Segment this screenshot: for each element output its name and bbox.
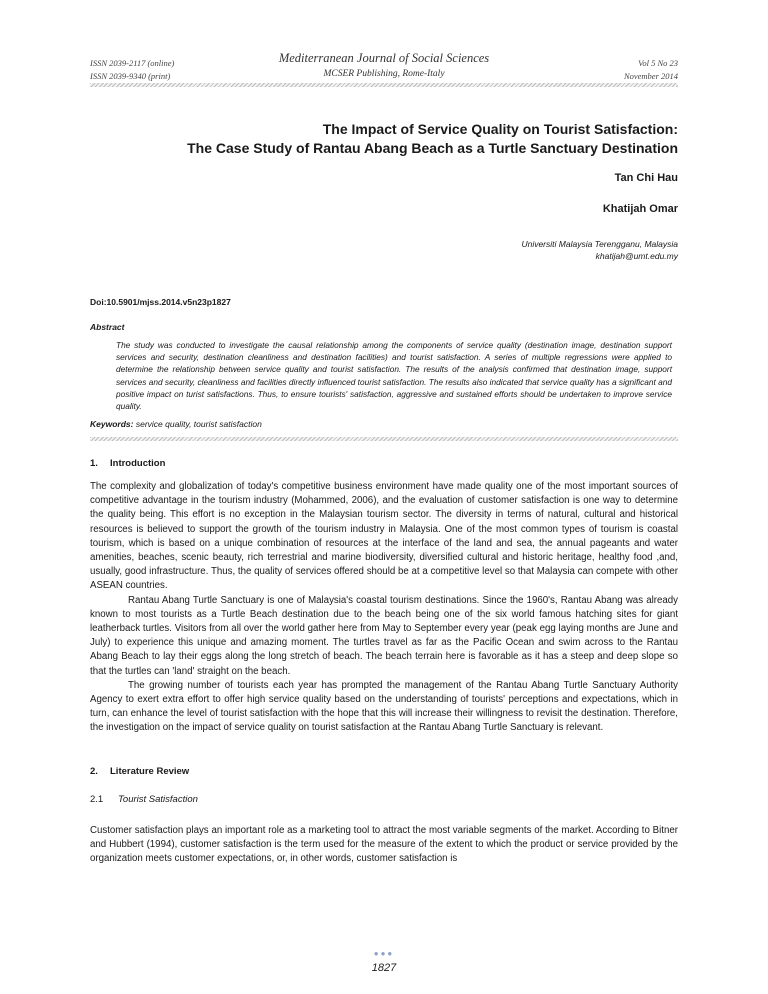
footer-dots: ●●●	[373, 949, 395, 958]
section-2-1-body	[90, 824, 678, 867]
email[interactable]: khatijah@umt.edu.my	[595, 251, 678, 261]
affiliation: Universiti Malaysia Terengganu, Malaysia	[521, 239, 678, 249]
volume: Vol 5 No 23	[638, 58, 678, 68]
publisher: MCSER Publishing, Rome-Italy	[323, 69, 445, 79]
paper-title	[187, 120, 678, 158]
paragraph: The growing number of tourists each year has prompted the management of the Rantau Abang Turtle Sanctuary Authority Agency to exert extra effort to offer high service quality based on the understanding of tourists' perceptions and expectations, which in turn, can enhance the level of tourist satisfaction with the hope that this will increase their willingness to revisit the destination. Therefore, the investigation on the impact of service quality on tourist satisfaction at the Rantau Abang Turtle Sanctuary is relevant.	[90, 679, 678, 734]
issue-date: November 2014	[623, 71, 678, 81]
section-2-number: 2.	[90, 766, 98, 777]
section-2-1-title: Tourist Satisfaction	[118, 794, 198, 805]
doi[interactable]: Doi:10.5901/mjss.2014.v5n23p1827	[90, 297, 231, 307]
section-2-heading	[90, 766, 189, 777]
paragraph: The complexity and globalization of today's competitive business environment have made quality one of the most important sources of competitive advantage in the tourism industry (Mohammed, 2006), and the evaluation of customer satisfaction is one way to determine the quality being. This effort is no exception in the Malaysian tourism sector. The diversity in terms of natural, cultural and historical resources is believed to support the growth of the tourism industry in Malaysia. One of the most common types of tourism is coastal tourism, which is based on a unique combination of resources at the interface of the land and sea, the annual pageants and water amenities, beaches, scenic beauty, rich terrestrial and marine biodiversity, diversified cultural and historic heritage, healthy food ,and, usually, good infrastructure. Thus, the quality of services offered should be at a competitive level so that Malaysia can compete with other ASEAN countries.	[90, 481, 678, 592]
section-1-number: 1.	[90, 458, 98, 469]
section-1-body	[90, 480, 678, 736]
title-line-1: The Impact of Service Quality on Tourist Satisfaction:	[322, 121, 678, 137]
abstract-heading: Abstract	[90, 322, 125, 332]
author-2: Khatijah Omar	[602, 203, 678, 215]
journal-name: Mediterranean Journal of Social Sciences	[278, 51, 490, 65]
paragraph: Rantau Abang Turtle Sanctuary is one of Malaysia's coastal tourism destinations. Since the 1960's, Rantau Abang was already known to most tourists as a Turtle Beach destination due to the beach being one of the six world famous hatching sites for giant leatherback turtles. Visitors from all over the world gather here from May to September every year (peak egg laying months are June and July) to experience this unique and amazing moment. The turtles travel as far as the Pacific Ocean and swim across to the Rantau Abang Beach to lay their eggs along the long stretch of beach. The beach terrain here is favorable as it has a steep and deep slope so that the turtles can 'land' straight on the beach.	[90, 594, 678, 677]
section-2-1-heading	[90, 794, 198, 805]
abstract-text: The study was conducted to investigate the causal relationship among the components of service quality (destination image, destination support services and security, destination cleanliness and destination facilities) and tourist satisfaction. A series of multiple regressions were applied to determine the relationship between service quality and tourist satisfaction. The results of the analysis confirmed that destination image, support services and security, cleanliness and facilities directly influenced tourist satisfaction. The results also indicated that service quality has a significant and positive impact on turist satisfactions. Thus, to ensure tourists' satisfaction, aggressive and sustained efforts should be undertaken to improve service quality.	[116, 340, 672, 412]
page-number: 1827	[371, 962, 397, 974]
paragraph: Customer satisfaction plays an important role as a marketing tool to attract the most variable segments of the market. According to Bitner and Hubbert (1994), customer satisfaction is the term used for the measure of the extent to which the product or service provided by the organization meets customer expectations, or, in other words, customer satisfaction is	[90, 825, 678, 865]
volume-block	[624, 57, 678, 83]
header-divider	[90, 83, 678, 87]
section-1-heading	[90, 458, 165, 469]
author-1: Tan Chi Hau	[614, 172, 678, 184]
section-2-title: Literature Review	[110, 766, 190, 777]
issn-print: ISSN 2039-9340 (print)	[90, 71, 171, 81]
section-2-1-number: 2.1	[90, 794, 104, 805]
keywords	[90, 419, 262, 429]
title-line-2: The Case Study of Rantau Abang Beach as a Turtle Sanctuary Destination	[187, 140, 678, 156]
issn-online: ISSN 2039-2117 (online)	[90, 58, 175, 68]
keywords-value: service quality, tourist satisfaction	[135, 419, 262, 429]
abstract-divider	[90, 437, 678, 441]
affiliation-block	[521, 238, 678, 262]
keywords-label: Keywords:	[90, 419, 134, 429]
section-1-title: Introduction	[110, 458, 166, 469]
